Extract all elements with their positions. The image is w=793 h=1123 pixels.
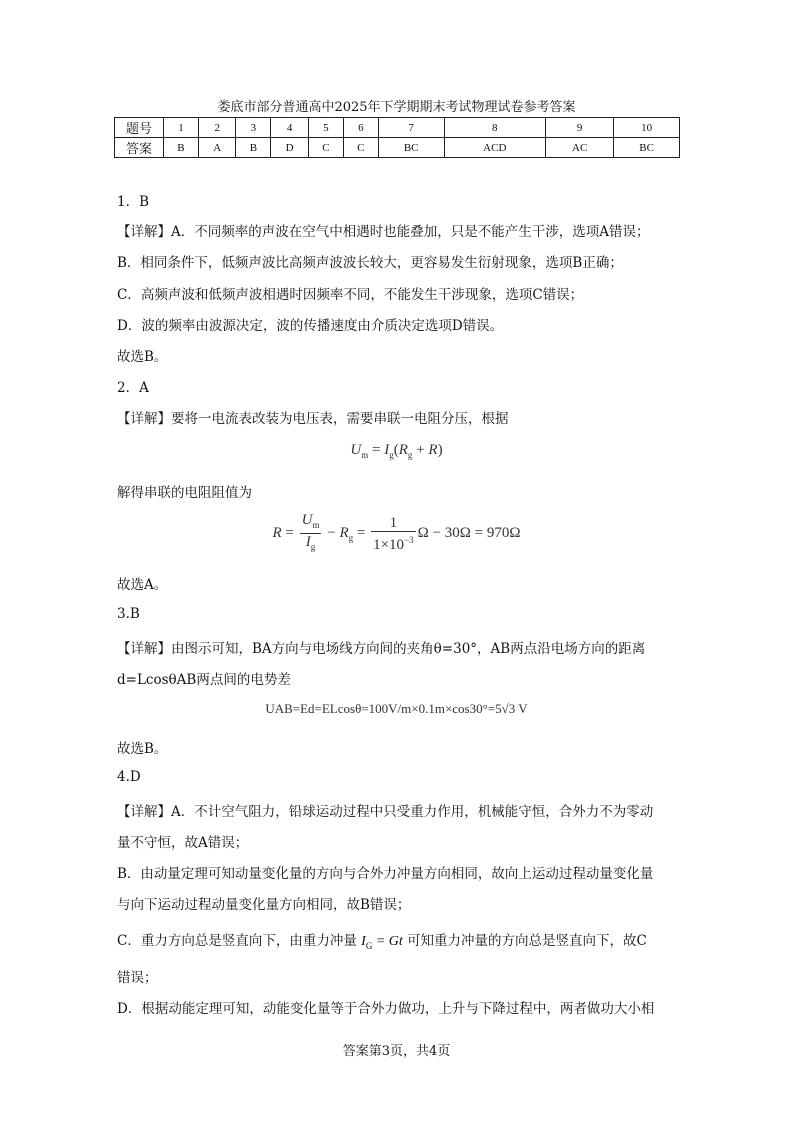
- table-cell: 4: [271, 118, 309, 138]
- page-footer: 答案第3页，共4页: [342, 1044, 451, 1059]
- table-cell: 6: [343, 118, 378, 138]
- explanation-line: B．相同条件下，低频声波比高频声波波长较大，更容易发生衍射现象，选项B正确；: [117, 255, 623, 271]
- table-cell: BC: [614, 138, 680, 158]
- question-2-answer: 2．A: [117, 380, 149, 396]
- conclusion-line: 故选B。: [117, 741, 168, 757]
- formula-impulse: $I_G = Gt$: [361, 934, 403, 951]
- conclusion-line: 故选B。: [117, 349, 168, 365]
- explanation-line: d=LcosθAB两点间的电势差: [117, 672, 291, 688]
- formula-resistance-tail: Ω − 30Ω = 970Ω: [417, 524, 521, 541]
- explanation-line: 【详解】A．不同频率的声波在空气中相遇时也能叠加，只是不能产生干涉，选项A错误；: [117, 224, 650, 240]
- formula-voltage: $U_m = I_g(R_g + R)$: [350, 442, 443, 460]
- question-3-answer: 3.B: [117, 606, 140, 622]
- answer-table: [114, 117, 680, 158]
- table-cell: 2: [198, 118, 236, 138]
- formula-text: UAB=Ed=ELcosθ=100V/m×0.1m×cos30°=: [265, 701, 496, 716]
- table-cell: 3: [236, 118, 271, 138]
- table-cell: B: [236, 138, 271, 158]
- table-cell: 5: [308, 118, 343, 138]
- table-header-answer: 答案: [115, 138, 164, 158]
- explanation-line: 【详解】A．不计空气阻力，铅球运动过程中只受重力作用，机械能守恒，合外力不为零动: [117, 804, 654, 820]
- table-cell: C: [308, 138, 343, 158]
- explanation-line: B．由动量定理可知动量变化量的方向与合外力冲量方向相同，故向上运动过程动量变化量: [117, 866, 654, 882]
- table-cell: A: [198, 138, 236, 158]
- table-cell: 7: [378, 118, 444, 138]
- explanation-line: [117, 929, 647, 951]
- table-cell: B: [164, 138, 199, 158]
- page-title: 娄底市部分普通高中2025年下学期期末考试物理试卷参考答案: [217, 100, 576, 115]
- table-cell: 9: [546, 118, 614, 138]
- table-cell: C: [343, 138, 378, 158]
- conclusion-line: 故选A。: [117, 577, 168, 593]
- table-cell: ACD: [444, 138, 546, 158]
- explanation-text: 可知重力冲量的方向总是竖直向下，故C: [407, 933, 647, 949]
- explanation-line: 错误；: [117, 970, 158, 986]
- table-cell: 10: [614, 118, 680, 138]
- explanation-line: 【详解】由图示可知，BA方向与电场线方向间的夹角θ=30°，AB两点沿电场方向的距离: [117, 641, 646, 657]
- table-cell: D: [271, 138, 309, 158]
- question-1-answer: 1．B: [117, 194, 150, 210]
- explanation-line: 【详解】要将一电流表改装为电压表，需要串联一电阻分压，根据: [117, 411, 509, 427]
- formula-resistance: R = $\frac{U_m}{I_g}$ − $R_g$ = $\frac{1}{1\times 10^{-3}}$ Ω − 30Ω = 970Ω: [272, 512, 521, 553]
- explanation-line: D．波的频率由波源决定，波的传播速度由介质决定选项D错误。: [117, 318, 504, 334]
- table-header-question-number: 题号: [115, 118, 164, 138]
- table-cell: 8: [444, 118, 546, 138]
- question-4-answer: 4.D: [117, 769, 141, 785]
- explanation-line: 解得串联的电阻阻值为: [117, 485, 252, 501]
- explanation-line: D．根据动能定理可知，动能变化量等于合外力做功，上升与下降过程中，两者做功大小相: [117, 1001, 655, 1017]
- table-cell: AC: [546, 138, 614, 158]
- formula-value: 5√3 V: [495, 701, 528, 716]
- explanation-line: 与向下运动过程动量变化量方向相同，故B错误；: [117, 897, 411, 913]
- table-row-answers: [115, 138, 680, 158]
- explanation-line: 量不守恒，故A错误；: [117, 835, 249, 851]
- table-row-numbers: [115, 118, 680, 138]
- table-cell: BC: [378, 138, 444, 158]
- formula-potential-difference: [0, 701, 793, 717]
- explanation-line: C．高频声波和低频声波相遇时因频率不同，不能发生干涉现象，选项C错误；: [117, 287, 584, 303]
- explanation-text: C．重力方向总是竖直向下，由重力冲量: [117, 933, 357, 949]
- table-cell: 1: [164, 118, 199, 138]
